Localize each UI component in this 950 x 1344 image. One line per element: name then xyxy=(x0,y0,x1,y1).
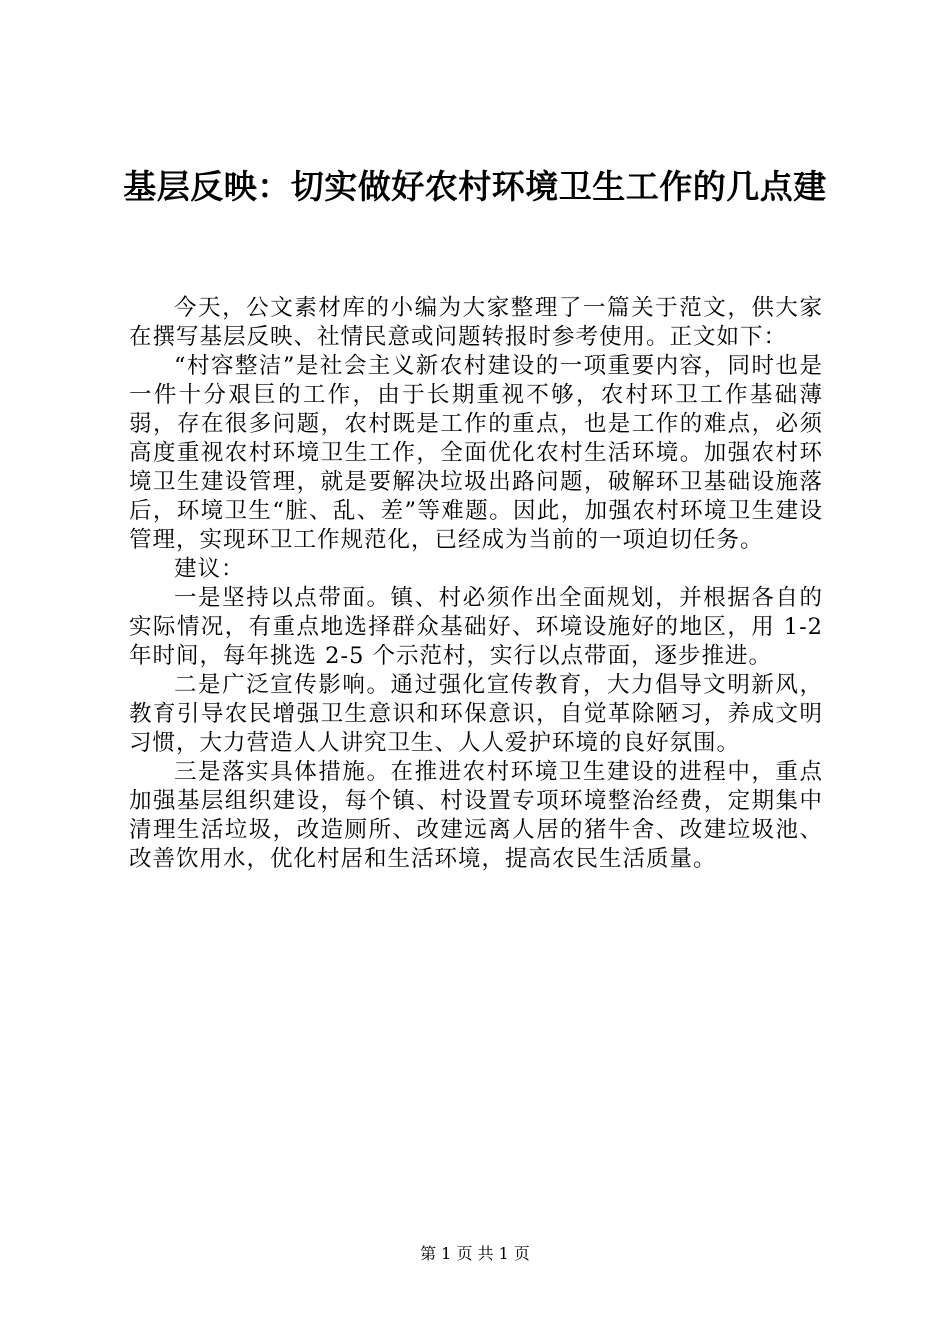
suggestion-paragraph-1: 一是坚持以点带面。镇、村必须作出全面规划，并根据各自的实际情况，有重点地选择群众基础好、环境设施好的地区，用 1-2 年时间，每年挑选 2-5 个示范村，实行以点带面，逐步推进。 xyxy=(129,585,823,669)
background-paragraph: “村容整洁”是社会主义新农村建设的一项重要内容，同时也是一件十分艰巨的工作，由于长期重视不够，农村环卫工作基础薄弱，存在很多问题，农村既是工作的重点，也是工作的难点，必须高度重视农村环境卫生工作，全面优化农村生活环境。加强农村环境卫生建设管理，就是要解决垃圾出路问题，破解环卫基础设施落后，环境卫生“脏、乱、差”等难题。因此，加强农村环境卫生建设管理，实现环卫工作规范化，已经成为当前的一项迫切任务。 xyxy=(129,353,823,553)
document-title: 基层反映：切实做好农村环境卫生工作的几点建 xyxy=(123,167,827,206)
suggestion-paragraph-3: 三是落实具体措施。在推进农村环境卫生建设的进程中，重点加强基层组织建设，每个镇、村设置专项环境整治经费，定期集中清理生活垃圾，改造厕所、改建远离人居的猪牛舍、改建垃圾池、改善饮用水，优化村居和生活环境，提高农民生活质量。 xyxy=(129,759,823,872)
document-body xyxy=(129,294,823,874)
page-footer: 第 1 页 共 1 页 xyxy=(420,1244,530,1263)
suggestions-heading: 建议： xyxy=(174,556,245,582)
suggestion-paragraph-2: 二是广泛宣传影响。通过强化宣传教育，大力倡导文明新风，教育引导农民增强卫生意识和环保意识，自觉革除陋习，养成文明习惯，大力营造人人讲究卫生、人人爱护环境的良好氛围。 xyxy=(129,672,823,756)
intro-paragraph: 今天，公文素材库的小编为大家整理了一篇关于范文，供大家在撰写基层反映、社情民意或问题转报时参考使用。正文如下： xyxy=(129,295,823,350)
